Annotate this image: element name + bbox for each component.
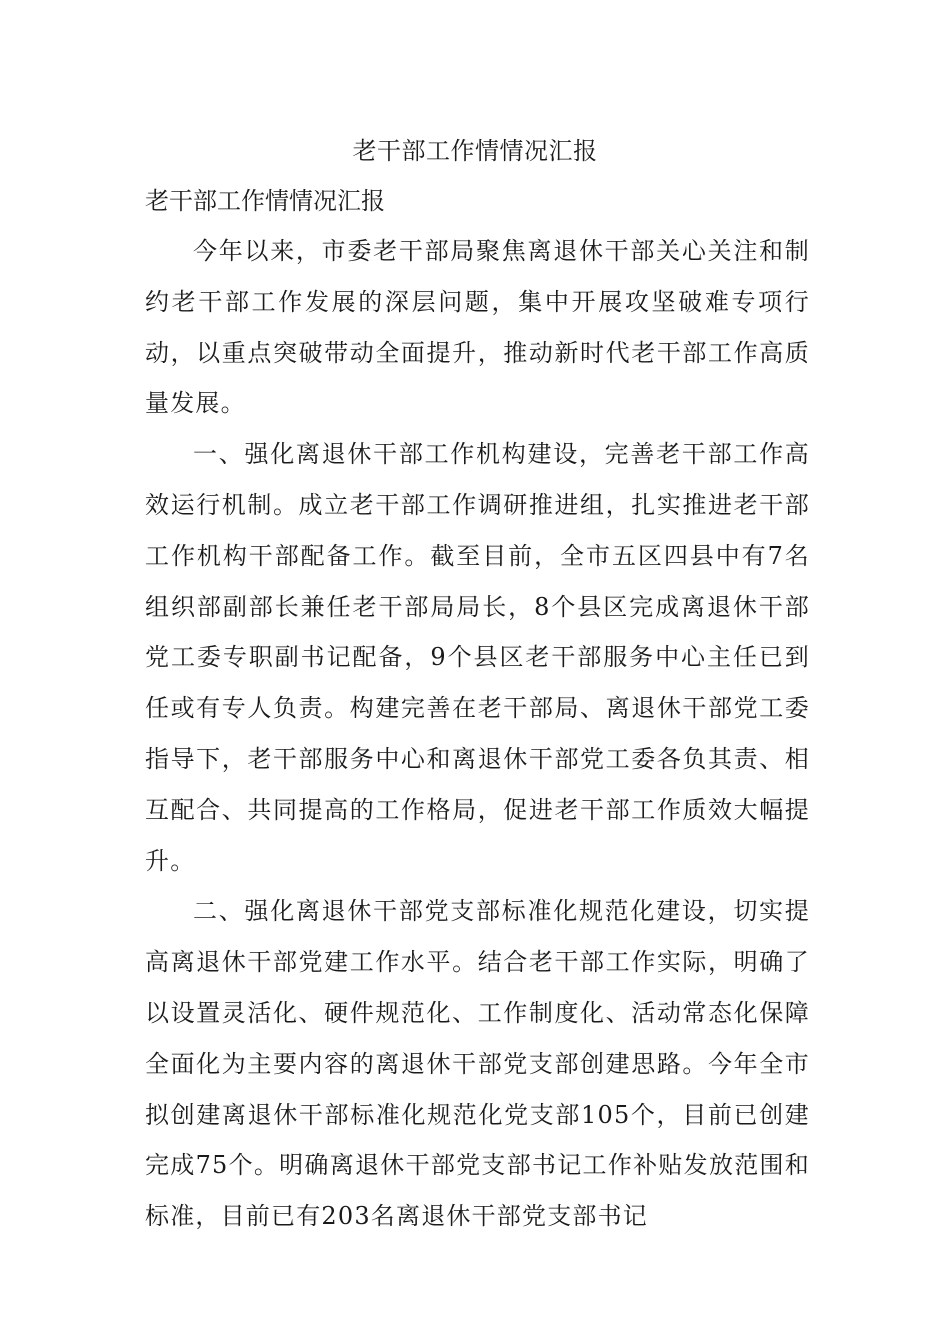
paragraph-section-two: 二、强化离退休干部党支部标准化规范化建设，切实提高离退休干部党建工作水平。结合老干部工作实际，明确了以设置灵活化、硬件规范化、工作制度化、活动常态化保障全面化为主要内容的离退休干部党支部创建思路。今年全市拟创建离退休干部标准化规范化党支部105个，目前已创建完成75个。明确离退休干部党支部书记工作补贴发放范围和标准，目前已有203名离退休干部党支部书记 bbox=[145, 897, 810, 1231]
document-subtitle: 老干部工作情情况汇报 bbox=[145, 187, 385, 215]
paragraph-intro: 今年以来，市委老干部局聚焦离退休干部关心关注和制约老干部工作发展的深层问题，集中开展攻坚破难专项行动，以重点突破带动全面提升，推动新时代老干部工作高质量发展。 bbox=[145, 237, 810, 418]
document-title: 老干部工作情情况汇报 bbox=[352, 137, 598, 165]
paragraph-section-one: 一、强化离退休干部工作机构建设，完善老干部工作高效运行机制。成立老干部工作调研推进组，扎实推进老干部工作机构干部配备工作。截至目前，全市五区四县中有7名组织部副部长兼任老干部局局长，8个县区完成离退休干部党工委专职副书记配备，9个县区老干部服务中心主任已到任或有专人负责。构建完善在老干部局、离退休干部党工委指导下，老干部服务中心和离退休干部党工委各负其责、相互配合、共同提高的工作格局，促进老干部工作质效大幅提升。 bbox=[145, 440, 810, 875]
document-body bbox=[145, 226, 810, 1242]
